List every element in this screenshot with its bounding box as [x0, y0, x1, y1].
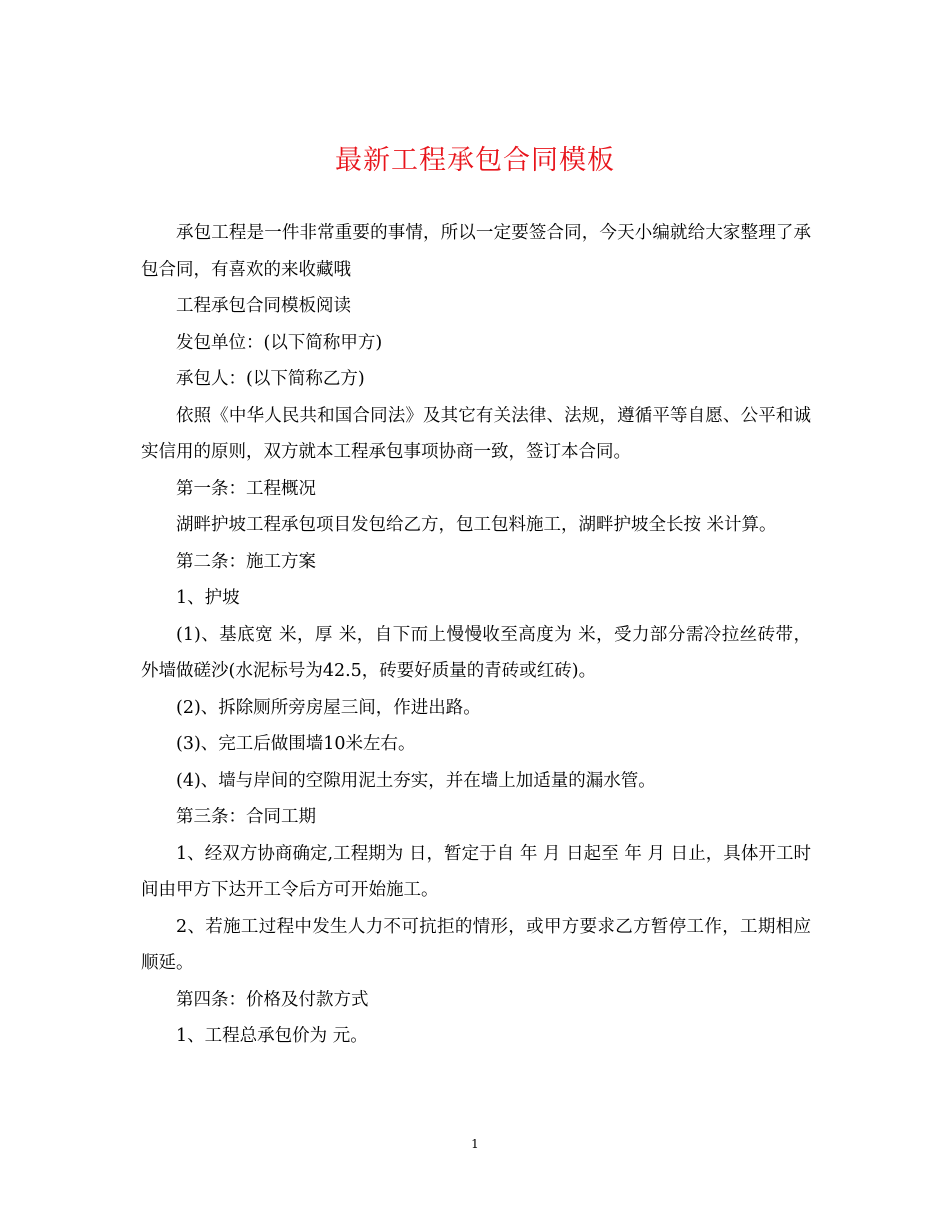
subtitle-paragraph: 工程承包合同模板阅读 [176, 296, 351, 316]
document-body [141, 215, 811, 1055]
contractor-party-line: 发包单位：(以下简称甲方) [176, 332, 383, 353]
article-1-text: 湖畔护坡工程承包项目发包给乙方，包工包料施工，湖畔护坡全长按 米计算。 [176, 515, 777, 535]
intro-paragraph: 承包工程是一件非常重要的事情，所以一定要签合同，今天小编就给大家整理了承包合同，有喜欢的来收藏哦 [141, 223, 811, 280]
article-3-item-1: 1、经双方协商确定,工程期为 日，暂定于自 年 月 日起至 年 月 日止，具体开工时间由甲方下达开工令后方可开始施工。 [141, 843, 811, 900]
article-2-heading: 第二条：施工方案 [176, 551, 316, 572]
article-4-item-1: 1、工程总承包价为 元。 [176, 1026, 368, 1046]
article-4-heading: 第四条：价格及付款方式 [176, 989, 369, 1010]
article-2-subitem-4: (4)、墙与岸间的空隙用泥土夯实，并在墙上加适量的漏水管。 [176, 770, 656, 791]
article-2-subitem-2: (2)、拆除厕所旁房屋三间，作进出路。 [176, 697, 481, 718]
article-2-item-1: 1、护坡 [176, 588, 240, 608]
article-2-subitem-1: (1)、基底宽 米，厚 米，自下而上慢慢收至高度为 米，受力部分需冷拉丝砖带，外墙做磋沙(水泥标号为42.5，砖要好质量的青砖或红砖)。 [141, 624, 811, 681]
article-1-heading: 第一条：工程概况 [176, 478, 316, 499]
article-3-item-2: 2、若施工过程中发生人力不可抗拒的情形，或甲方要求乙方暂停工作，工期相应顺延。 [141, 916, 811, 973]
article-2-subitem-3: (3)、完工后做围墙10米左右。 [176, 734, 416, 754]
article-3-heading: 第三条：合同工期 [176, 807, 316, 827]
document-title: 最新工程承包合同模板 [335, 145, 615, 176]
page-number: 1 [471, 1137, 479, 1151]
contractee-party-line: 承包人：(以下简称乙方) [176, 369, 365, 389]
legal-basis-paragraph: 依照《中华人民共和国合同法》及其它有关法律、法规，遵循平等自愿、公平和诚实信用的原则，双方就本工程承包事项协商一致，签订本合同。 [141, 405, 811, 462]
